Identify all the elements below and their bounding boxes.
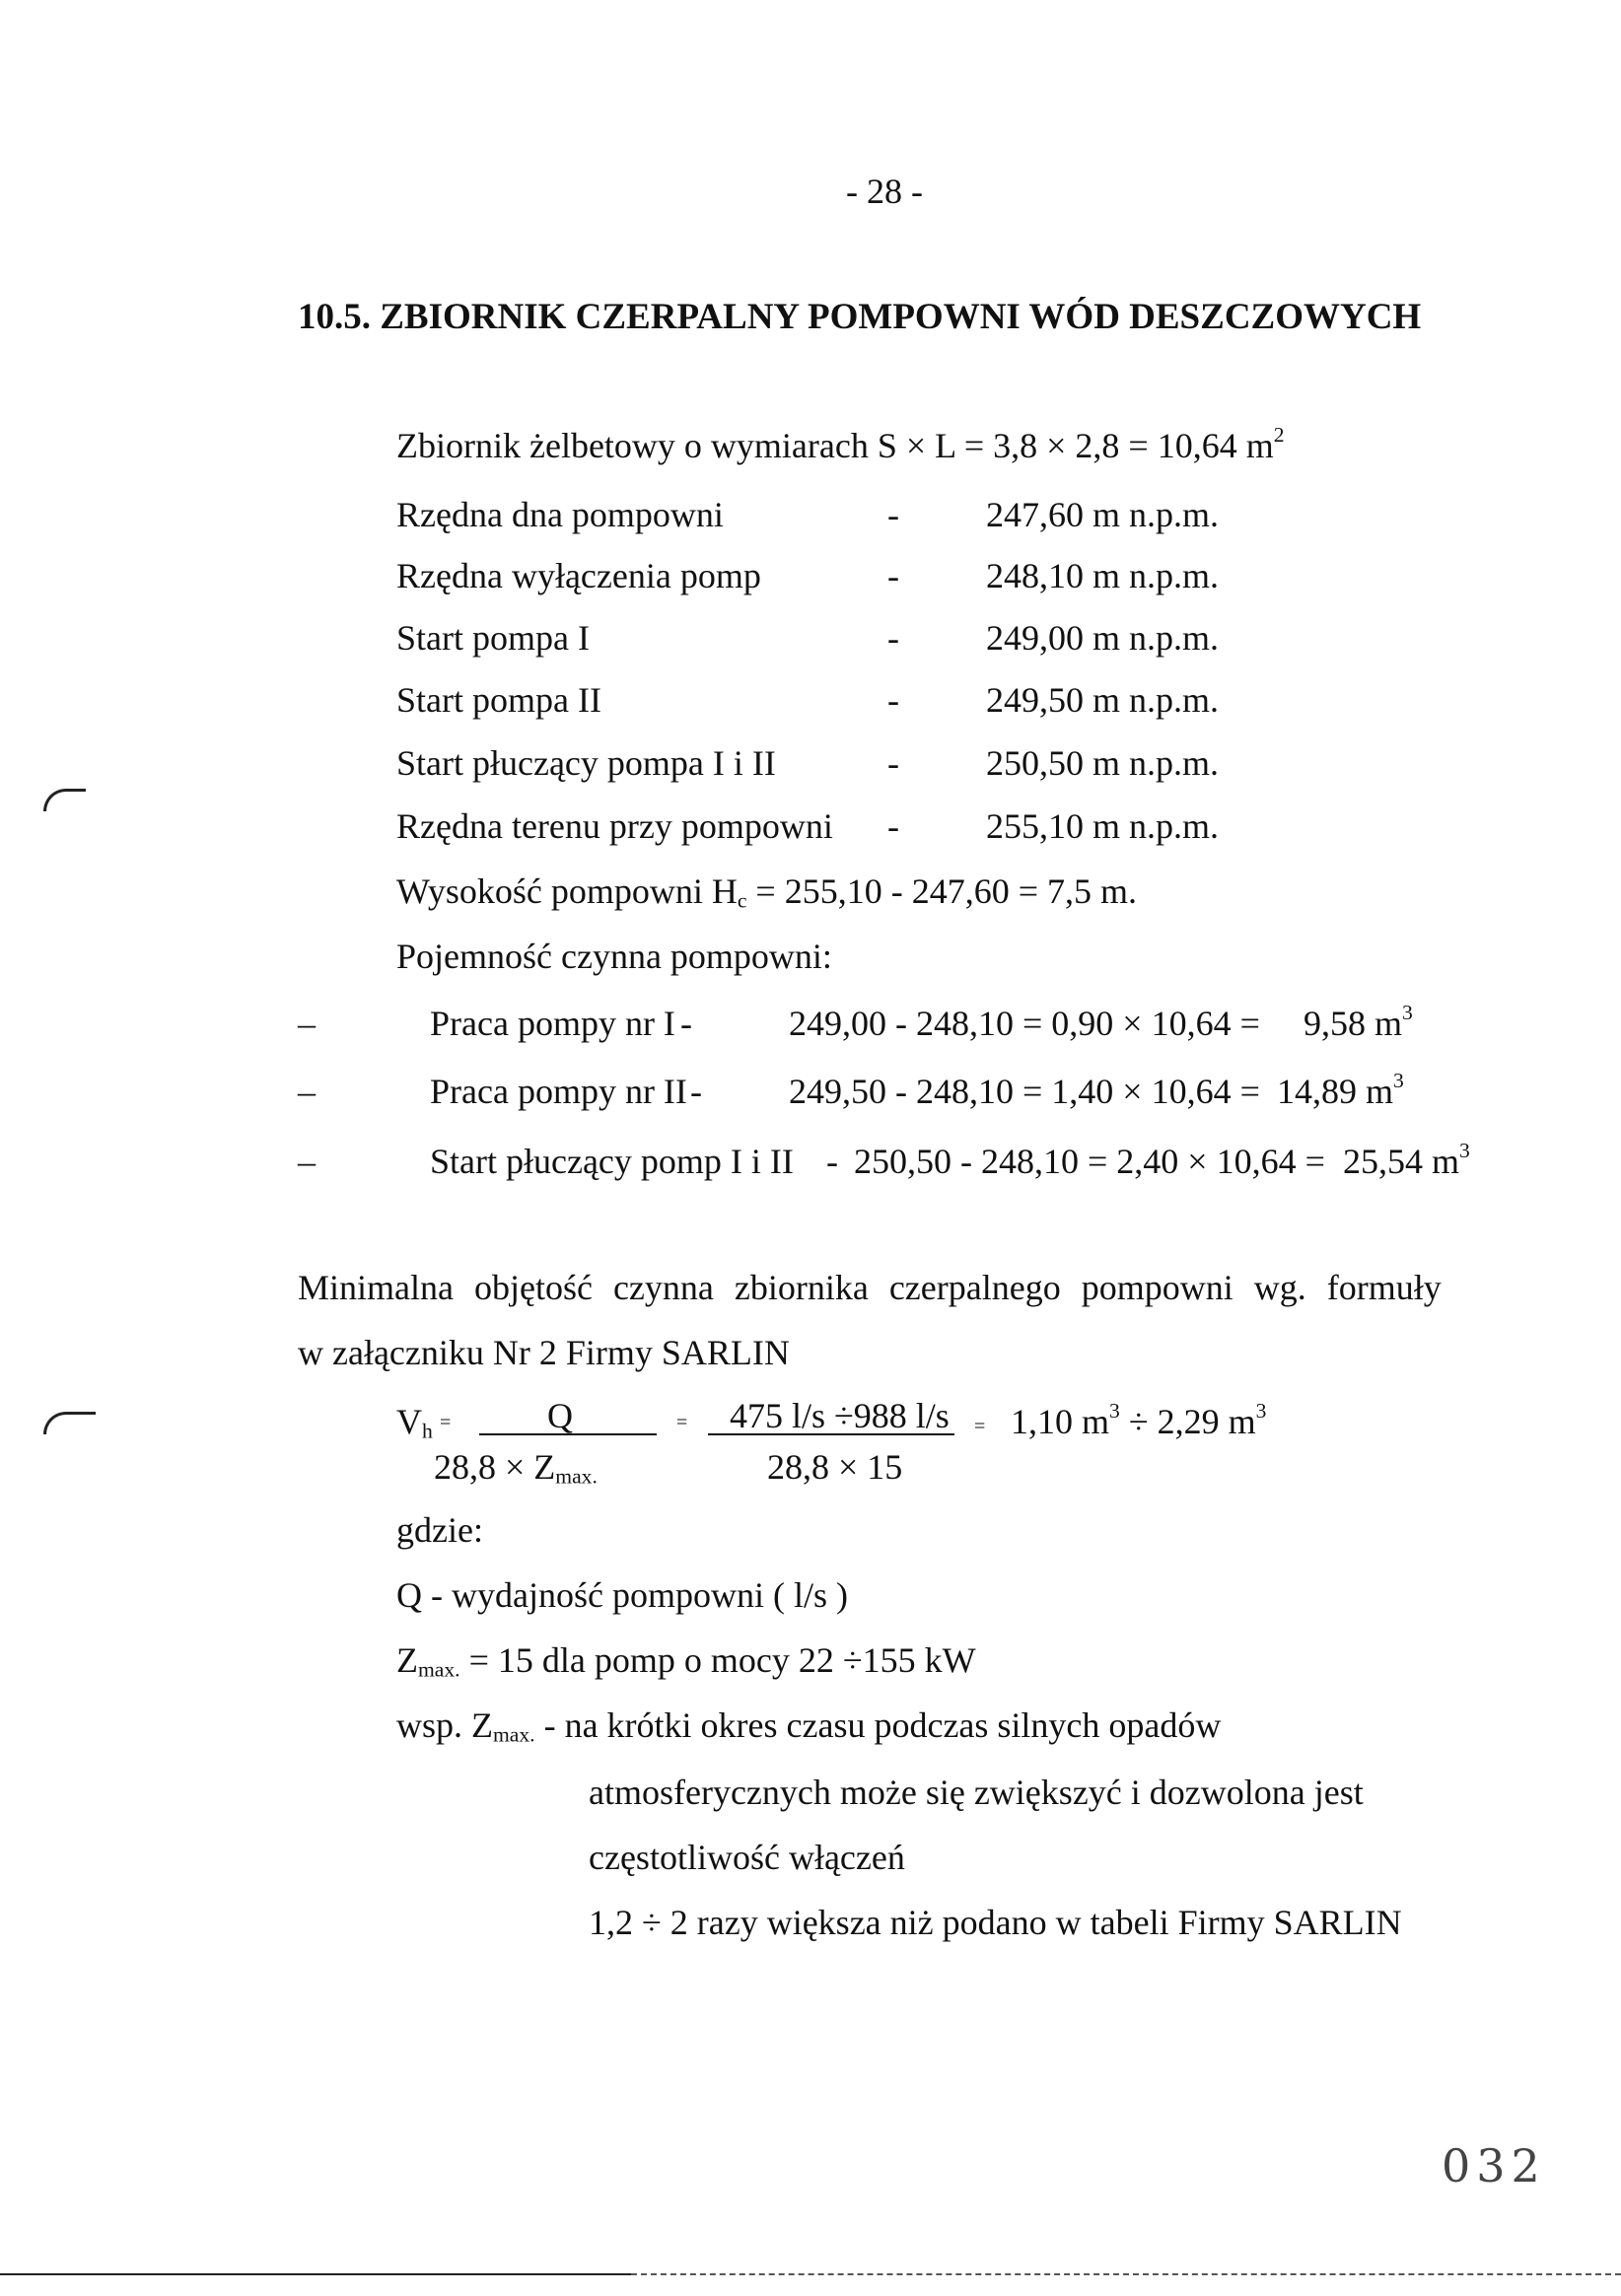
level-label: Rzędna wyłączenia pomp [396, 556, 761, 595]
definition-z-text: = 15 dla pomp o mocy 22 ÷155 kW [459, 1640, 976, 1680]
tank-dimensions-text: Zbiornik żelbetowy o wymiarach S × L = 3,8 × 2,8 = 10,64 m [396, 426, 1274, 465]
level-label: Start pompa II [396, 680, 601, 720]
level-dash: - [887, 743, 899, 783]
formula-result-b-exponent: 3 [1255, 1398, 1267, 1423]
formula-den1 [434, 1445, 598, 1489]
formula-result-b: ÷ 2,29 m [1119, 1402, 1256, 1441]
capacity-dash: - [690, 1072, 702, 1111]
formula-num2: 475 l/s ÷988 l/s [730, 1396, 950, 1435]
formula-result-a-exponent: 3 [1109, 1398, 1120, 1423]
where-label: gdzie: [396, 1510, 483, 1550]
scan-mark [43, 789, 86, 811]
fraction-line [708, 1433, 954, 1435]
section-heading: 10.5. ZBIORNIK CZERPALNY POMPOWNI WÓD DESZCZOWYCH [298, 297, 1422, 337]
level-dash: - [887, 556, 899, 595]
level-value: 250,50 m n.p.m. [986, 743, 1220, 783]
bullet: – [298, 1142, 316, 1181]
formula-eq2: = [676, 1412, 688, 1433]
capacity-label: Start płuczący pomp I i II [430, 1142, 794, 1181]
page-number: - 28 - [846, 172, 923, 211]
scan-mark [43, 1412, 96, 1434]
level-value: 255,10 m n.p.m. [986, 806, 1220, 846]
definition-wsp-text: - na krótki okres czasu podczas silnych opadów [534, 1705, 1222, 1745]
level-label: Start płuczący pompa I i II [396, 743, 776, 783]
definition-wsp-line3: częstotliwość włączeń [589, 1838, 905, 1877]
level-label: Rzędna dna pompowni [396, 495, 724, 534]
fraction-line [479, 1433, 657, 1435]
definition-z [396, 1638, 976, 1682]
formula-den2: 28,8 × 15 [767, 1447, 903, 1487]
min-volume-line2: w załączniku Nr 2 Firmy SARLIN [298, 1333, 790, 1372]
formula-den1-text: 28,8 × Z [434, 1447, 556, 1487]
level-dash: - [887, 495, 899, 534]
capacity-result-exponent: 3 [1402, 1000, 1413, 1024]
level-value: 249,00 m n.p.m. [986, 618, 1220, 658]
level-value: 247,60 m n.p.m. [986, 495, 1220, 534]
formula-eq3: = [974, 1416, 986, 1437]
min-volume-text: Minimalna objętość czynna zbiornika czerpalnego pompowni wg. formuły [298, 1268, 1442, 1307]
capacity-calc: 249,50 - 248,10 = 1,40 × 10,64 = [789, 1072, 1260, 1111]
capacity-title: Pojemność czynna pompowni: [396, 937, 832, 976]
capacity-label: Praca pompy nr I [430, 1004, 675, 1043]
pump-station-height [396, 870, 1137, 913]
height-subscript: c [737, 888, 747, 913]
definition-q: Q - wydajność pompowni ( l/s ) [396, 1575, 848, 1615]
height-label: Wysokość pompowni H [396, 871, 738, 911]
definition-z-symbol: Z [396, 1640, 418, 1680]
formula-result [1011, 1400, 1266, 1443]
level-dash: - [887, 680, 899, 720]
level-label: Start pompa I [396, 618, 590, 658]
capacity-result [1304, 1002, 1413, 1045]
capacity-calc: 249,00 - 248,10 = 0,90 × 10,64 = [789, 1004, 1260, 1043]
formula-den1-subscript: max. [555, 1464, 598, 1489]
capacity-dash: - [680, 1004, 692, 1043]
archive-stamp: 032 [1442, 2139, 1546, 2192]
tank-dimensions-exponent: 2 [1273, 422, 1285, 447]
definition-wsp-line2: atmosferycznych może się zwiększyć i dozwolona jest [589, 1773, 1364, 1812]
capacity-result-exponent: 3 [1393, 1068, 1404, 1092]
formula-num1: Q [547, 1396, 573, 1435]
capacity-result-value: 9,58 m [1304, 1004, 1403, 1043]
capacity-result-exponent: 3 [1459, 1138, 1470, 1162]
scan-edge-line [631, 2273, 1621, 2275]
formula-result-a: 1,10 m [1011, 1402, 1110, 1441]
scan-edge-line [0, 2273, 631, 2275]
capacity-result [1343, 1140, 1470, 1183]
definition-wsp-line4: 1,2 ÷ 2 razy większa niż podano w tabeli Firmy SARLIN [589, 1903, 1402, 1942]
formula-lhs [396, 1400, 433, 1443]
definition-wsp-symbol: wsp. Z [396, 1705, 493, 1745]
capacity-label: Praca pompy nr II [430, 1072, 687, 1111]
formula-eq1: = [440, 1412, 452, 1433]
bullet: – [298, 1004, 316, 1043]
capacity-result-value: 14,89 m [1277, 1072, 1394, 1111]
level-value: 248,10 m n.p.m. [986, 556, 1220, 595]
formula-lhs-symbol: V [396, 1402, 422, 1441]
definition-wsp [396, 1704, 1221, 1747]
level-dash: - [887, 806, 899, 846]
capacity-result [1277, 1070, 1404, 1113]
definition-z-subscript: max. [418, 1657, 460, 1682]
definition-wsp-subscript: max. [493, 1722, 535, 1747]
height-calc: = 255,10 - 247,60 = 7,5 m. [746, 871, 1138, 911]
tank-dimensions [396, 424, 1285, 467]
min-volume-line1 [298, 1266, 1477, 1309]
level-dash: - [887, 618, 899, 658]
capacity-dash: - [826, 1142, 838, 1181]
capacity-calc: 250,50 - 248,10 = 2,40 × 10,64 = [854, 1142, 1325, 1181]
level-label: Rzędna terenu przy pompowni [396, 806, 833, 846]
bullet: – [298, 1072, 316, 1111]
formula-lhs-subscript: h [422, 1419, 433, 1443]
level-value: 249,50 m n.p.m. [986, 680, 1220, 720]
capacity-result-value: 25,54 m [1343, 1142, 1460, 1181]
